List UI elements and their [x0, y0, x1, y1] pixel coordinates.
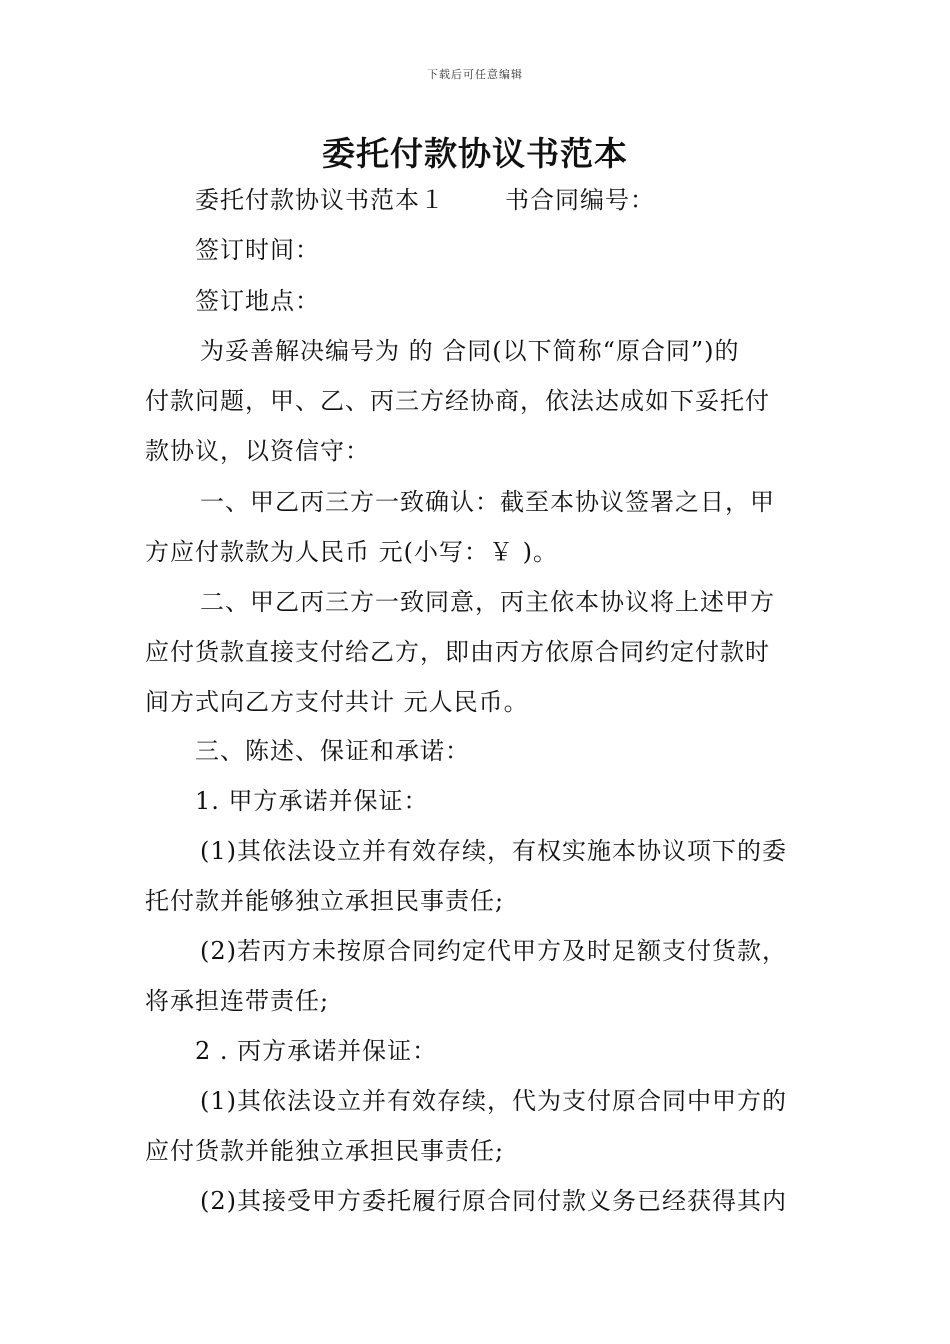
sign-place-label: 签订地点：	[195, 287, 320, 315]
document-subtitle: 委托付款协议书范本１	[195, 186, 445, 214]
paragraph-line: 间方式向乙方支付共计 元人民币。	[145, 688, 529, 716]
paragraph-line: 应付货款直接支付给乙方，即由丙方依原合同约定付款时	[145, 638, 770, 666]
header-note: 下载后可任意编辑	[427, 68, 523, 81]
section-heading: 三、陈述、保证和承诺：	[195, 737, 470, 765]
sign-time-label: 签订时间：	[195, 236, 320, 264]
subsection-heading: 2 . 丙方承诺并保证：	[195, 1037, 438, 1065]
paragraph-line: (1)其依法设立并有效存续，有权实施本协议项下的委	[200, 837, 787, 865]
paragraph-line: 二、甲乙丙三方一致同意，丙主依本协议将上述甲方	[200, 588, 775, 616]
document-title: 委托付款协议书范本	[322, 134, 628, 173]
contract-number-label: 书合同编号：	[505, 186, 655, 214]
paragraph-line: (2)其接受甲方委托履行原合同付款义务已经获得其内	[200, 1187, 787, 1215]
subsection-heading: 1. 甲方承诺并保证：	[195, 787, 429, 815]
paragraph-line: 款协议，以资信守：	[145, 437, 370, 465]
paragraph-line: 方应付款款为人民币 元(小写：￥ )。	[145, 538, 558, 566]
paragraph-line: 一、甲乙丙三方一致确认：截至本协议签署之日，甲	[200, 488, 775, 516]
paragraph-line: (1)其依法设立并有效存续，代为支付原合同中甲方的	[200, 1087, 787, 1115]
paragraph-line: 应付货款并能独立承担民事责任;	[145, 1137, 505, 1165]
meta-line-subtitle	[195, 185, 655, 215]
paragraph-line: 托付款并能够独立承担民事责任;	[145, 887, 505, 915]
paragraph-line: 付款问题，甲、乙、丙三方经协商，依法达成如下妥托付	[145, 387, 770, 415]
paragraph-line: 为妥善解决编号为 的 合同(以下简称“原合同”)的	[200, 337, 740, 365]
paragraph-line: (2)若丙方未按原合同约定代甲方及时足额支付货款，	[200, 937, 787, 965]
paragraph-line: 将承担连带责任;	[145, 987, 330, 1015]
